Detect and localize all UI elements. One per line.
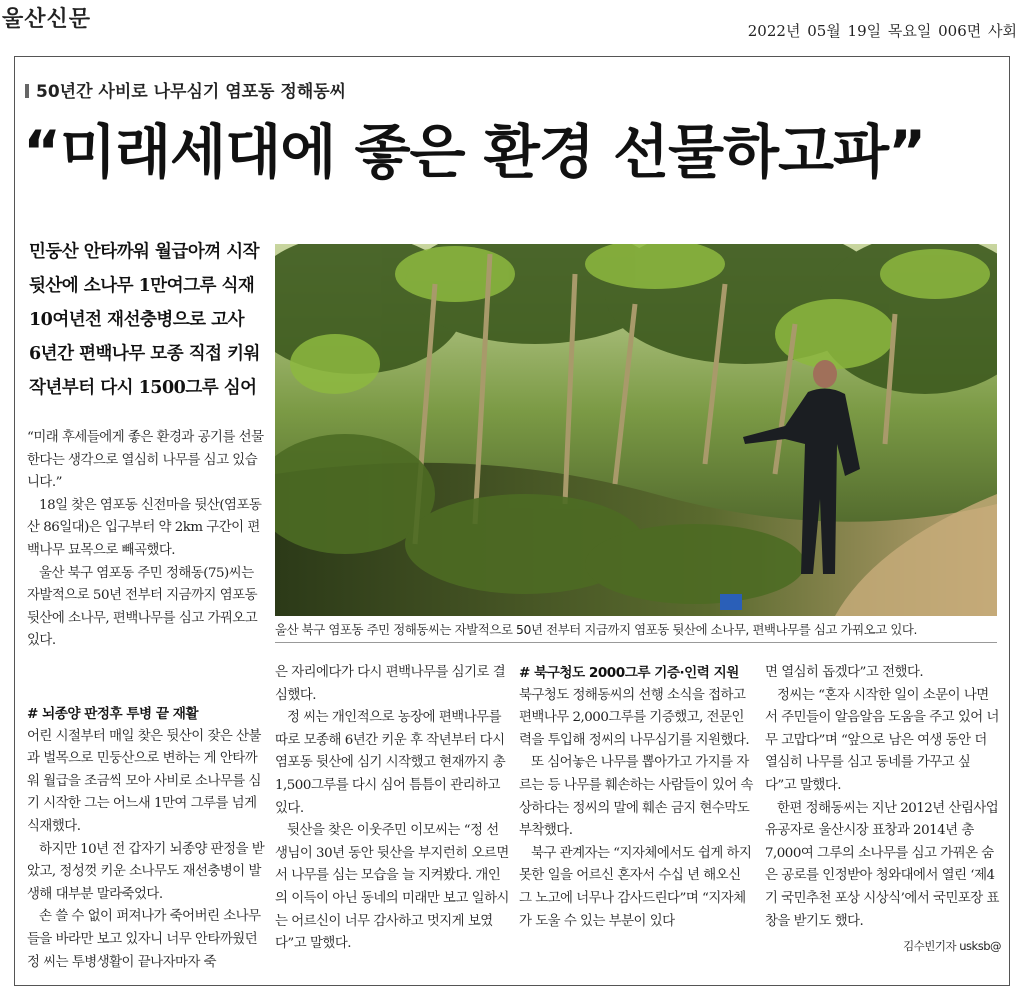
subheadline: 민둥산 안타까워 월급아껴 시작 [29,242,260,262]
body-paragraph: 하지만 10년 전 갑자기 뇌종양 판정을 받았고, 정성껏 키운 소나무도 재선충병이 발생해 대부분 말라죽었다. [27,841,265,902]
subheadline-list [29,235,269,405]
forest-photo-illustration [275,244,997,616]
lead-paragraph: 울산 북구 염포동 주민 정해동(75)씨는 자발적으로 50년 전부터 지금까지 염포동 뒷산에 소나무, 편백나무를 심고 가꿔오고 있다. [27,565,258,649]
body-paragraph: 북구 관계자는 “지자체에서도 쉽게 하지 못한 일을 어르신 혼자서 수십 년 해오신 그 노고에 너무나 감사드린다”며 “지자체가 도울 수 있는 부분이 있다 [519,845,752,929]
body-paragraph: 한편 정해동씨는 지난 2012년 산림사업 유공자로 울산시장 표창과 2014년 총 7,000여 그루의 소나무를 심고 가꿔온 숨은 공로를 인정받아 청와대에서 열린 ‘제4기 국민추천 포상 시상식’에서 국민포장 표창을 받기도 했다. [765,800,999,929]
subheadline: 6년간 편백나무 모종 직접 키워 [29,344,260,364]
body-paragraph: 면 열심히 돕겠다”고 전했다. [765,665,924,680]
lead-column [27,427,267,653]
body-column-3 [519,662,755,933]
lead-paragraph: “미래 후세들에게 좋은 환경과 공기를 선물한다는 생각으로 열심히 나무를 심고 있습니다.” [27,430,264,491]
kicker-text: 50년간 사비로 나무심기 염포동 정해동씨 [36,82,347,102]
body-column-4 [765,662,1001,958]
article-frame [14,56,1010,986]
publication-info: 2022년 05월 19일 목요일 006면 사회 [747,22,1017,40]
article-photo [275,244,997,616]
masthead [0,0,1025,40]
subheadline: 뒷산에 소나무 1만여그루 식재 [29,276,255,296]
article-headline: “미래세대에 좋은 환경 선물하고파” [23,118,926,186]
section-title-support: # 북구청도 2000그루 기증·인력 지원 [519,665,739,681]
newspaper-name: 울산신문 [2,7,92,32]
kicker-bar-icon [25,84,29,98]
body-paragraph: 뒷산을 찾은 이웃주민 이모씨는 “정 선생님이 30년 동안 뒷산을 부지런히 오르면서 나무를 심는 모습을 늘 지켜봤다. 개인의 이득이 아닌 동네의 미래만 보고 일하시는 어르신이 너무 감사하고 멋지게 보였다”고 말했다. [275,823,509,952]
body-column-2 [275,662,509,956]
body-paragraph: 정 씨는 개인적으로 농장에 편백나무를 따로 모종해 6년간 키운 후 작년부터 다시 염포동 뒷산에 심기 시작했고 현재까지 총 1,500그루를 다시 심어 틈틈이 관리하고 있다. [275,710,506,816]
body-paragraph: 어린 시절부터 매일 찾은 뒷산이 잦은 산불과 벌목으로 민둥산으로 변하는 게 안타까워 월급을 조금씩 모아 사비로 소나무를 심기 시작한 그는 어느새 1만여 그루를 넘게 식재했다. [27,728,261,834]
body-paragraph: 북구청도 정해동씨의 선행 소식을 접하고 편백나무 2,000그루를 기증했고, 전문인력을 투입해 정씨의 나무심기를 지원했다. [519,687,750,748]
reporter-byline: 김수빈기자 usksb@ [903,939,1001,954]
section-title-recovery: # 뇌종양 판정후 투병 끝 재활 [27,706,198,722]
photo-caption: 울산 북구 염포동 주민 정해동씨는 자발적으로 50년 전부터 지금까지 염포동 뒷산에 소나무, 편백나무를 심고 가꿔오고 있다. [275,622,918,637]
lead-paragraph: 18일 찾은 염포동 신전마을 뒷산(염포동 산 86일대)은 입구부터 약 2km 구간이 편백나무 묘목으로 빼곡했다. [27,497,262,558]
body-paragraph: 정씨는 “혼자 시작한 일이 소문이 나면서 주민들이 알음알음 도움을 주고 있어 너무 고맙다”며 “앞으로 남은 여생 동안 더 열심히 나무를 심고 동네를 가꾸고 싶다”고 말했다. [765,687,999,793]
article-kicker [25,77,346,102]
body-paragraph: 또 심어놓은 나무를 뽑아가고 가지를 자르는 등 나무를 훼손하는 사람들이 있어 속상하다는 정씨의 말에 훼손 금지 현수막도 부착했다. [519,755,753,839]
body-column-1 [27,697,267,974]
caption-divider [275,642,997,643]
body-paragraph: 은 자리에다가 다시 편백나무를 심기로 결심했다. [275,665,506,703]
subheadline: 10여년전 재선충병으로 고사 [29,310,244,330]
body-paragraph: 손 쓸 수 없이 퍼져나가 죽어버린 소나무들을 바라만 보고 있자니 너무 안타까웠던 정 씨는 투병생활이 끝나자마자 죽 [27,909,261,970]
subheadline: 작년부터 다시 1500그루 심어 [29,378,257,398]
